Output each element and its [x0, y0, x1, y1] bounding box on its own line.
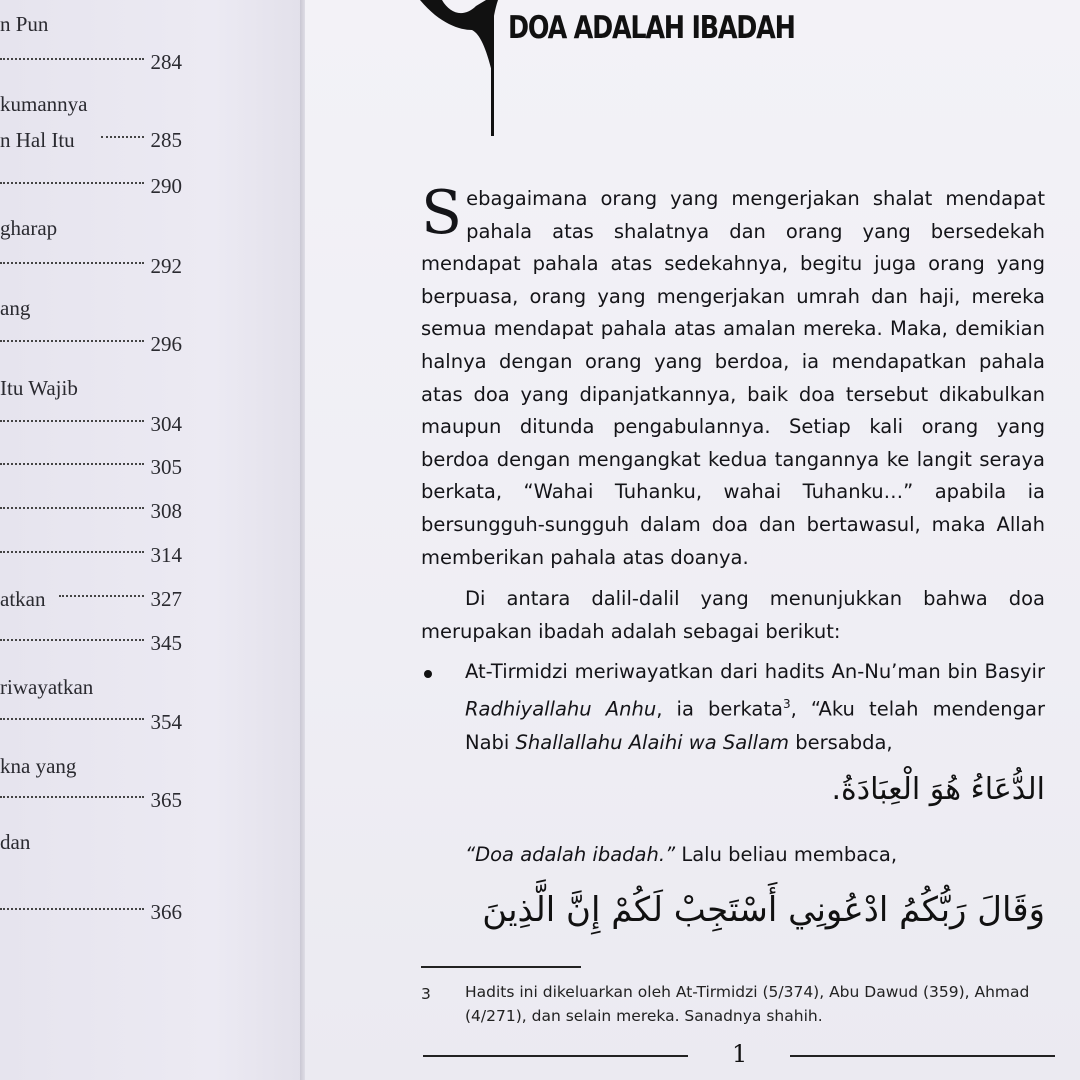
toc-dot-leader	[0, 262, 144, 264]
toc-page-number: 285	[150, 128, 182, 152]
toc-entry-title: ang	[0, 296, 31, 320]
toc-dot-leader	[0, 58, 144, 60]
toc-page-number: 308	[150, 499, 182, 523]
paragraph-1-text: ebagaimana orang yang mengerjakan shalat mendapat pahala atas shalatnya dan orang yang bersedekah mendapat pahala atas sedekahnya, begitu juga orang yang berpuasa, orang yang mengerjakan umrah dan haji, mereka semua mendapat pahala atas amalan mereka. Maka, demikian halnya dengan orang yang berdoa, ia mendapatkan pahala atas doa yang dipanjatkannya, baik doa tersebut dikabulkan maupun ditunda pengabulannya. Setiap kali orang yang berdoa dengan mengangkat kedua tangannya ke langit seraya berkata, “Wahai Tuhanku, wahai Tuhanku…” apabila ia bersungguh-sungguh dalam doa dan bertawasul, maka Allah memberikan pahala atas doanya.	[421, 187, 1045, 569]
page-number: 1	[732, 1040, 748, 1068]
bullet-text-d: bersabda,	[789, 730, 893, 754]
toc-page-number: 290	[150, 174, 182, 198]
toc-entry-title: riwayatkan	[0, 675, 94, 699]
right-page	[305, 0, 1080, 1080]
paragraph-1	[421, 178, 1045, 574]
bullet-icon	[424, 670, 432, 678]
drop-cap: S	[421, 178, 463, 248]
bottom-rule-right	[790, 1055, 1055, 1057]
translation-rest: Lalu beliau membaca,	[675, 843, 898, 866]
toc-page-number: 366	[150, 900, 182, 924]
toc-entry-title: n Pun	[0, 12, 49, 36]
toc-entry-title: kna yang	[0, 754, 77, 778]
toc-entry	[0, 216, 300, 241]
toc-page-number: 296	[150, 332, 182, 356]
toc-dot-leader	[0, 463, 144, 465]
footnote-divider	[421, 966, 581, 968]
toc-entry	[0, 376, 300, 401]
toc-entry	[0, 128, 300, 153]
toc-dot-leader	[0, 420, 144, 422]
toc-page-number: 292	[150, 254, 182, 278]
toc-entry	[0, 587, 300, 612]
toc-entry-title: gharap	[0, 216, 58, 240]
toc-entry-title: atkan	[0, 587, 46, 611]
footnote-number: 3	[421, 985, 431, 1003]
left-page-toc	[0, 0, 305, 1080]
toc-page-number: 314	[150, 543, 182, 567]
toc-entry	[0, 92, 300, 117]
toc-page-number: 365	[150, 788, 182, 812]
toc-page-number: 304	[150, 412, 182, 436]
translation-italic: “Doa adalah ibadah.”	[465, 843, 676, 866]
toc-entry	[0, 296, 300, 321]
arabic-verse: وَقَالَ رَبُّكُمُ ادْعُونِي أَسْتَجِبْ لَكُمْ إِنَّ الَّذِينَ	[482, 890, 1045, 930]
toc-entry-title: kumannya	[0, 92, 88, 116]
hand-icon	[420, 0, 500, 140]
toc-page-number: 345	[150, 631, 182, 655]
toc-dot-leader	[59, 595, 145, 597]
bullet-item	[465, 655, 1045, 759]
toc-dot-leader	[0, 908, 144, 910]
toc-dot-leader	[0, 551, 144, 553]
toc-dot-leader	[0, 639, 144, 641]
bullet-text-b: , ia berkata	[656, 697, 783, 721]
footnote-text: Hadits ini dikeluarkan oleh At-Tirmidzi (5/374), Abu Dawud (359), Ahmad (4/271), dan selain mereka. Sanadnya shahih.	[465, 983, 1030, 1025]
translation-line	[465, 843, 897, 866]
toc-dot-leader	[0, 507, 144, 509]
toc-page-number: 305	[150, 455, 182, 479]
toc-entry-title: dan	[0, 830, 31, 854]
toc-entry	[0, 675, 300, 700]
toc-page-number: 284	[150, 50, 182, 74]
bottom-rule-left	[423, 1055, 688, 1057]
footnote-ref: 3	[782, 697, 791, 711]
arabic-hadith: الدُّعَاءُ هُوَ الْعِبَادَةُ.	[831, 772, 1045, 807]
bullet-italic-1: Radhiyallahu Anhu	[465, 697, 657, 721]
bullet-text-c: , “Aku telah mendengar Nabi	[465, 697, 1045, 754]
toc-dot-leader	[0, 182, 144, 184]
bullet-text-a: At-Tirmidzi meriwayatkan dari hadits An-Nu’man bin Basyir	[465, 660, 1045, 683]
toc-page-number: 354	[150, 710, 182, 734]
chapter-heading: DOA ADALAH IBADAH	[508, 10, 795, 46]
bullet-italic-2: Shallallahu Alaihi wa Sallam	[515, 730, 790, 754]
toc-dot-leader	[0, 796, 144, 798]
toc-page-number: 327	[150, 587, 182, 611]
toc-dot-leader	[0, 340, 144, 342]
toc-dot-leader	[101, 136, 145, 138]
toc-dot-leader	[0, 718, 144, 720]
toc-entry	[0, 12, 300, 37]
toc-entry-title: Itu Wajib	[0, 376, 78, 400]
toc-entry	[0, 830, 300, 855]
paragraph-2: Di antara dalil-dalil yang menunjukkan bahwa doa merupakan ibadah adalah sebagai berikut:	[421, 587, 1045, 643]
toc-entry-title: n Hal Itu	[0, 128, 75, 152]
toc-entry	[0, 754, 300, 779]
